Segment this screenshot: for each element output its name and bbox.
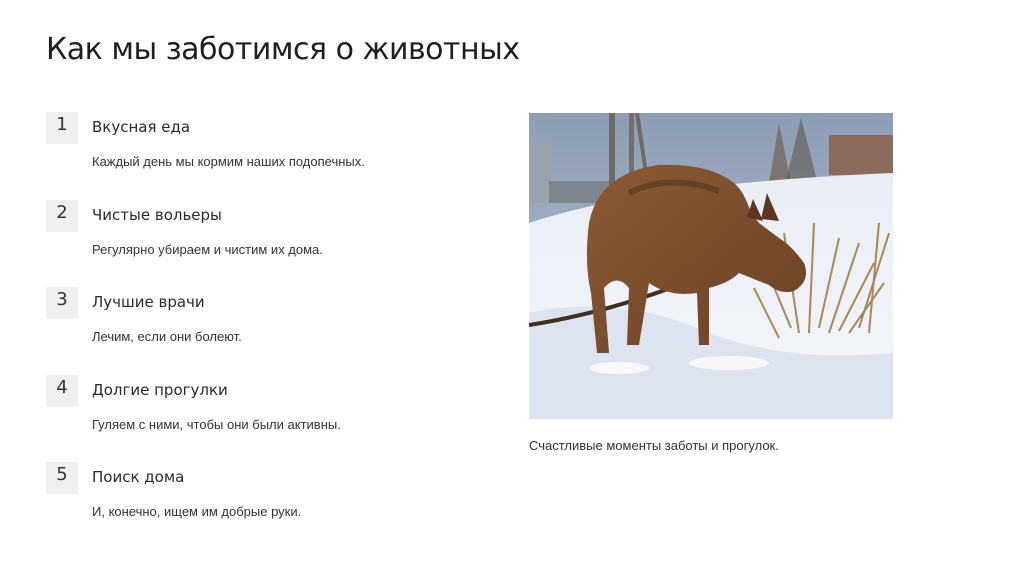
page-title: Как мы заботимся о животных xyxy=(46,32,520,67)
item-title: Долгие прогулки xyxy=(92,380,228,399)
item-title: Лучшие врачи xyxy=(92,293,205,311)
item-description: Регулярно убираем и чистим их дома. xyxy=(92,241,323,257)
item-description: Лечим, если они болеют. xyxy=(92,329,242,344)
list-item xyxy=(46,375,486,463)
dog-in-snow-image xyxy=(529,113,893,419)
item-number: 5 xyxy=(46,462,78,494)
item-title: Чистые вольеры xyxy=(92,205,222,224)
item-number: 3 xyxy=(46,287,78,319)
item-number: 2 xyxy=(46,200,78,232)
dog-photo xyxy=(529,113,893,419)
item-number: 1 xyxy=(46,112,78,144)
list-item xyxy=(46,287,486,375)
item-title: Поиск дома xyxy=(92,468,185,486)
item-title: Вкусная еда xyxy=(92,118,191,136)
list-item xyxy=(46,200,486,288)
item-description: Каждый день мы кормим наших подопечных. xyxy=(92,154,365,169)
list-item xyxy=(46,112,486,200)
item-description: И, конечно, ищем им добрые руки. xyxy=(92,504,302,519)
item-description: Гуляем с ними, чтобы они были активны. xyxy=(92,416,341,432)
item-number: 4 xyxy=(46,375,78,407)
photo-caption: Счастливые моменты заботы и прогулок. xyxy=(529,438,779,453)
list-item xyxy=(46,462,486,550)
care-list xyxy=(46,112,486,550)
